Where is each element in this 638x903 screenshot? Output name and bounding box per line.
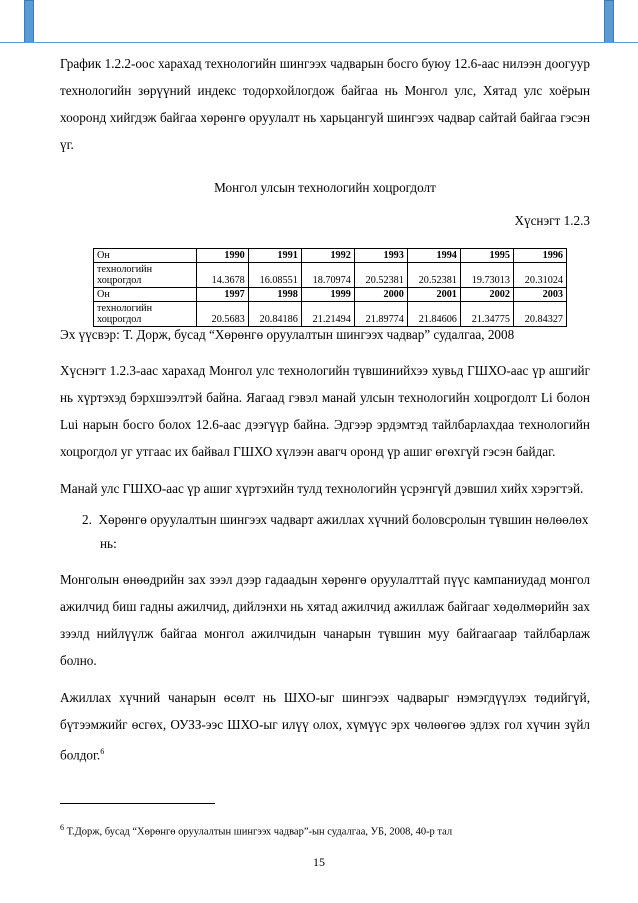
table-row-values-2 [94, 302, 567, 327]
value-cell: 20.31024 [513, 263, 566, 288]
footnote-separator [60, 803, 215, 804]
value-cell: 21.89774 [354, 302, 407, 327]
year-cell: 1996 [513, 249, 566, 263]
technology-gap-table [93, 248, 567, 327]
page-number: 15 [313, 855, 325, 869]
value-cell: 20.52381 [354, 263, 407, 288]
page-header [0, 0, 638, 44]
list-number: 2. [82, 512, 92, 527]
row-label-line-1: технологийн [97, 264, 153, 275]
paragraph-5-text: Ажиллах хүчний чанарын өсөлт нь ШХО-ыг шингээх чадварыг нэмэгдүүлэх төдийгүй, бүтээмжийг өсгөх, ОУЗЗ-ээс ШХО-ыг илүү олох, хүмүүс эрх чөлөөгөө эдлэх гол хүчин зүйл болдог. [60, 690, 590, 763]
year-cell: 1992 [301, 249, 354, 263]
header-rule [0, 42, 638, 43]
table-title: Монгол улсын технологийн хоцрогдолт [214, 180, 436, 195]
value-cell: 21.21494 [301, 302, 354, 327]
year-cell: 1994 [407, 249, 460, 263]
year-cell: 1995 [460, 249, 513, 263]
header-tab-left [24, 0, 34, 43]
table-row-years-1 [94, 249, 567, 263]
year-cell: 2001 [407, 288, 460, 302]
table-row-years-2 [94, 288, 567, 302]
footnote-text: Т.Дорж, бусад “Хөрөнгө оруулалтын шингээх чадвар”-ын судалгаа, УБ, 2008, 40-р тал [64, 826, 453, 838]
value-cell: 20.52381 [407, 263, 460, 288]
footnote [60, 823, 452, 838]
table-source: Эх үүсвэр: Т. Дорж, бусад “Хөрөнгө оруулалтын шингээх чадвар” судалгаа, 2008 [60, 327, 515, 342]
row-label-line-2: хоцрогдол [97, 314, 142, 325]
year-cell: 1990 [196, 249, 248, 263]
table-number: Хүснэгт 1.2.3 [514, 213, 590, 228]
row-label-line-1: технологийн [97, 303, 153, 314]
row-label-line-2: хоцрогдол [97, 275, 142, 286]
year-cell: 2002 [460, 288, 513, 302]
paragraph-5 [60, 684, 590, 768]
year-cell: 2000 [354, 288, 407, 302]
value-cell: 16.08551 [248, 263, 301, 288]
footnote-marker: 6 [60, 823, 64, 832]
row-label [94, 263, 197, 288]
year-cell: 1999 [301, 288, 354, 302]
header-tab-right [604, 0, 614, 43]
value-cell: 21.84606 [407, 302, 460, 327]
list-text: Хөрөнгө оруулалтын шингээх чадварт ажиллах хүчний боловсролын түвшин нөлөөлөх нь: [98, 512, 589, 551]
value-cell: 18.70974 [301, 263, 354, 288]
paragraph-3: Манай улс ГШХО-аас үр ашиг хүртэхийн тулд технологийн үсрэнгүй дэвшил хийх хэрэгтэй. [60, 481, 584, 496]
table-row-values-1 [94, 263, 567, 288]
paragraph-1: График 1.2.2-оос харахад технологийн шингээх чадварын босго буюу 12.6-аас нилээн доогуур технологийн зөрүүний индекс тодорхойлогдож байгаа нь Монгол улс, Хятад улс хоёрын хооронд хийгдэж байгаа хөрөнгө оруулалт нь харьцангуй шингээх чадвар сайтай байгаа гэсэн үг. [60, 56, 590, 152]
footnote-reference[interactable]: 6 [100, 747, 105, 756]
list-item-2 [60, 508, 590, 556]
row-label: Он [94, 249, 197, 263]
row-label: Он [94, 288, 197, 302]
value-cell: 20.5683 [196, 302, 248, 327]
year-cell: 1998 [248, 288, 301, 302]
paragraph-2: Хүснэгт 1.2.3-аас харахад Монгол улс технологийн түвшинийхээ хувьд ГШХО-аас үр ашгийг нь хүртэхэд бэрхшээлтэй байна. Яагаад гэвэл манай улсын технологийн хоцрогдолт Li болон Lui нарын босго болох 12.6-аас дээгүүр байна. Эдгээр эрдэмтэд тайлбарлахдаа технологийн хоцрогдол уг утгаас их байвал ГШХО хүлээн авагч оронд үр ашиг өгөхгүй гэсэн байдаг. [60, 363, 590, 459]
value-cell: 20.84327 [513, 302, 566, 327]
year-cell: 1991 [248, 249, 301, 263]
year-cell: 1993 [354, 249, 407, 263]
year-cell: 1997 [196, 288, 248, 302]
value-cell: 14.3678 [196, 263, 248, 288]
value-cell: 21.34775 [460, 302, 513, 327]
page-content [60, 50, 590, 768]
value-cell: 20.84186 [248, 302, 301, 327]
value-cell: 19.73013 [460, 263, 513, 288]
year-cell: 2003 [513, 288, 566, 302]
paragraph-4: Монголын өнөөдрийн зах зээл дээр гадаадын хөрөнгө оруулалттай пүүс кампаниудад монгол ажилчид биш гадны ажилчид, дийлэнхи нь хятад ажилчид ажиллаж байгааг хөдөлмөрийн зах зээлд нийлүүлж байгаа монгол ажилчидын чанарын түвшин муу байгаагаар тайлбарлаж болно. [60, 572, 590, 668]
row-label [94, 302, 197, 327]
